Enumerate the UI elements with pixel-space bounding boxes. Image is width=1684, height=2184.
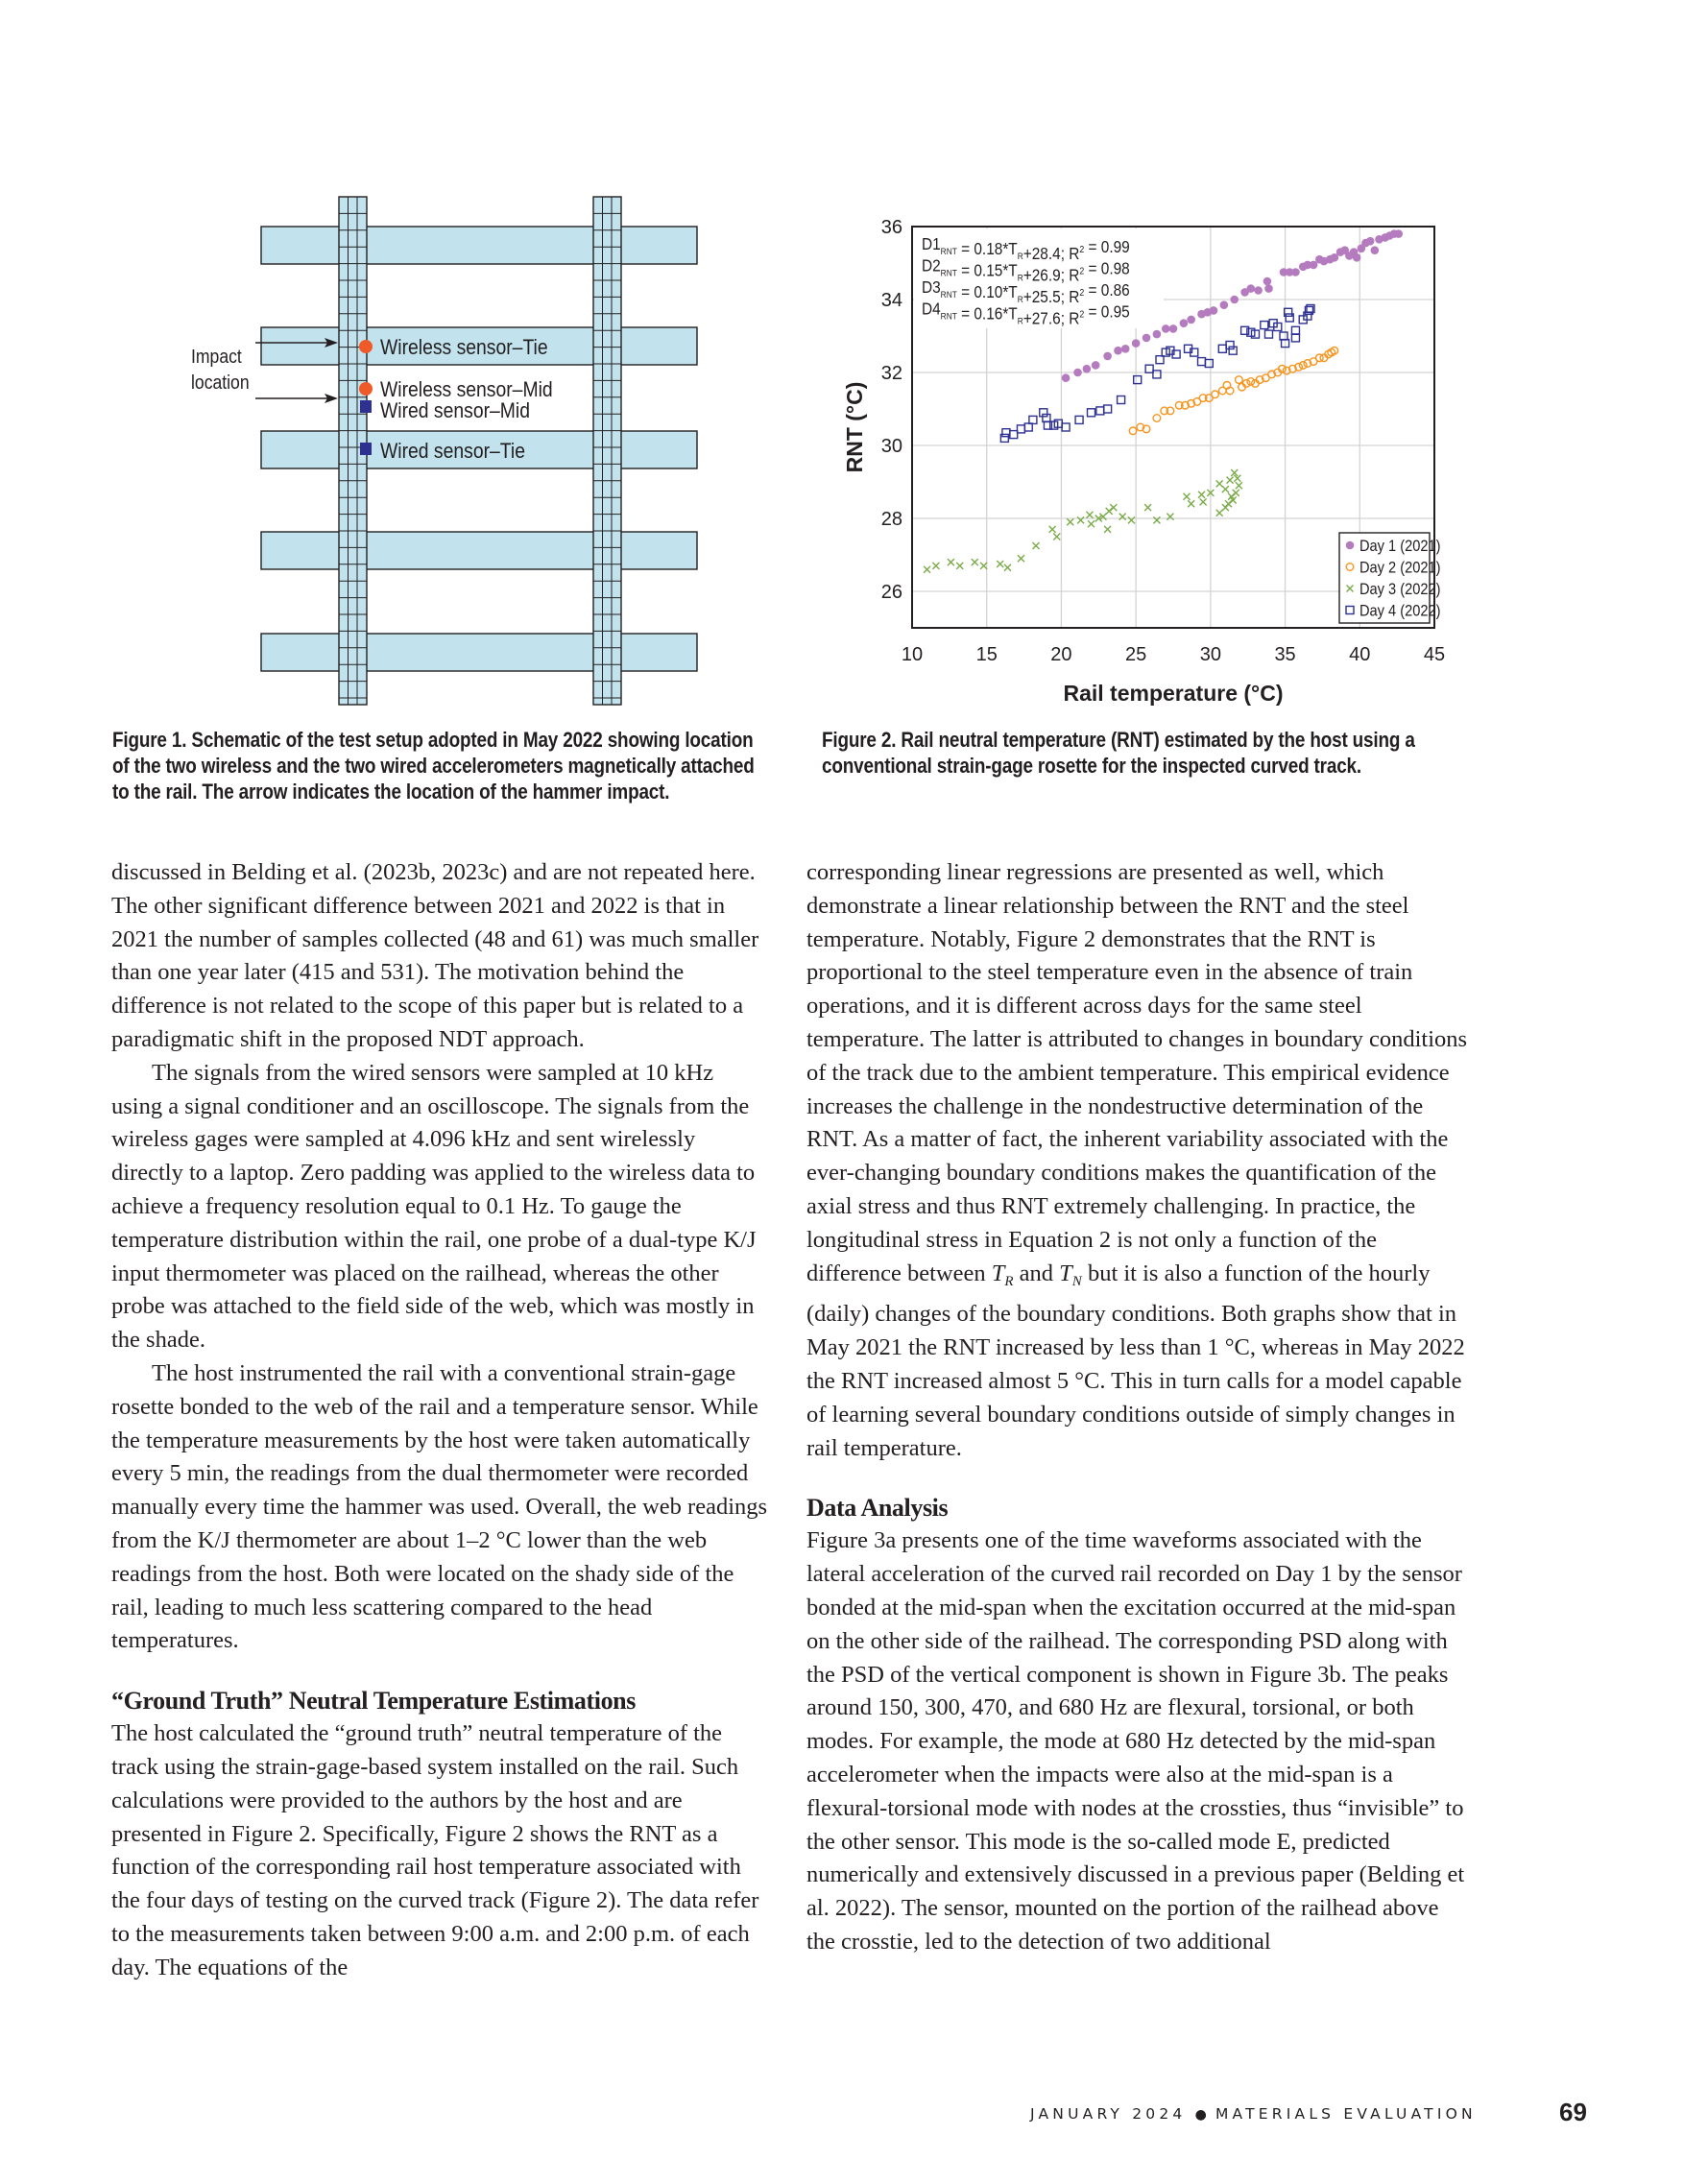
y-tick-labels bbox=[881, 217, 902, 603]
data-point bbox=[1143, 334, 1151, 343]
bullet-icon: ● bbox=[1194, 2107, 1207, 2123]
series-day-2 bbox=[1129, 347, 1337, 434]
data-point bbox=[1083, 365, 1092, 373]
data-point bbox=[1162, 324, 1170, 333]
x-tick-label: 45 bbox=[1423, 644, 1446, 665]
data-point bbox=[1062, 373, 1071, 382]
x-tick-labels bbox=[902, 644, 1445, 665]
data-point bbox=[1088, 520, 1095, 527]
data-point bbox=[1018, 555, 1024, 562]
data-point bbox=[1053, 534, 1060, 540]
data-point bbox=[1254, 286, 1263, 295]
y-tick-label: 30 bbox=[880, 436, 902, 457]
page-number: 69 bbox=[1559, 2098, 1587, 2126]
data-point bbox=[1280, 332, 1287, 340]
data-point bbox=[1216, 480, 1223, 487]
data-point bbox=[1261, 322, 1268, 329]
y-tick-label: 36 bbox=[880, 217, 902, 238]
legend-entry bbox=[1346, 538, 1441, 555]
regression-equation-d2: $D2_{RNT} = 0.15*T_R+26.9$; $R^2 = 0.98$ bbox=[922, 256, 1130, 285]
data-point bbox=[1088, 409, 1095, 417]
data-point bbox=[1366, 237, 1375, 246]
data-point bbox=[1205, 360, 1213, 368]
symbol-sub-r: R bbox=[1004, 1273, 1014, 1289]
data-point bbox=[924, 566, 930, 573]
symbol-sub-n: N bbox=[1071, 1273, 1082, 1289]
data-point bbox=[1394, 229, 1403, 238]
data-point bbox=[1040, 409, 1047, 417]
data-point bbox=[1086, 512, 1093, 518]
legend-label: Day 3 (2022) bbox=[1359, 581, 1441, 599]
figure2-caption: Figure 2. Rail neutral temperature (RNT) estimated by the host using a conventional strain-gage rosette for the inspected curved track. bbox=[822, 728, 1415, 778]
data-point bbox=[1103, 352, 1112, 361]
legend-label: Day 2 (2021) bbox=[1359, 559, 1441, 577]
wired-sensor-mid-label: Wired sensor–Mid bbox=[380, 398, 530, 423]
data-point bbox=[1188, 500, 1194, 507]
data-point bbox=[972, 559, 978, 565]
data-point bbox=[1096, 407, 1104, 415]
regression-equation-d1: $D1_{RNT} = 0.18*T_R+28.4$; $R^2 = 0.99$ bbox=[922, 235, 1130, 264]
crosstie bbox=[261, 634, 697, 671]
series-day-3 bbox=[924, 469, 1242, 573]
right-paragraph-2: Figure 3a presents one of the time waveforms associated with the lateral acceleration of the curved rail recorded on Day 1 by the sensor bonded at the mid-span when the excitation occurred at the mid-span on the other side of the railhead. The corresponding PSD along with the PSD of the vertical component is shown in Figure 3b. The peaks around 150, 300, 470, and 680 Hz are flexural, torsional, or both modes. For example, the mode at 680 Hz detected by the mid-span accelerometer when the impacts were also at the mid-span is a flexural-torsional mode with nodes at the crossties, thus “invisible” to the other sensor. This mode is the so-called mode E, predicted numerically and extensively discussed in a previous paper (Belding et al. 2022). The sensor, mounted on the portion of the railhead above the crosstie, led to the detection of two additional bbox=[806, 1527, 1465, 1955]
data-point bbox=[1291, 268, 1300, 276]
data-point bbox=[1291, 326, 1299, 334]
y-tick-label: 28 bbox=[880, 509, 902, 530]
data-point bbox=[1043, 415, 1050, 422]
impact-label-line2: location bbox=[191, 371, 250, 394]
impact-label-line1: Impact bbox=[191, 345, 242, 368]
data-point bbox=[1291, 334, 1299, 342]
x-tick-label: 15 bbox=[975, 644, 998, 665]
wired-sensor-mid-marker bbox=[360, 400, 372, 413]
wireless-sensor-mid-label: Wireless sensor–Mid bbox=[380, 377, 553, 402]
data-point bbox=[1216, 510, 1223, 516]
data-point bbox=[1230, 296, 1239, 304]
data-point bbox=[1092, 361, 1100, 370]
data-point bbox=[1075, 416, 1083, 423]
left-paragraph-4: The host calculated the “ground truth” neutral temperature of the track using the strain-gage-based system installed on the rail. Such calculations were provided to the authors by the host and are presented in Figure 2. Specifically, Figure 2 shows the RNT as a function of the corresponding rail host temperature associated with the four days of testing on the curved track (Figure 2). The data refer to the measurements taken between 9:00 a.m. and 2:00 p.m. of each day. The equations of the bbox=[111, 1720, 759, 1980]
data-point bbox=[1114, 347, 1122, 355]
data-point bbox=[1118, 396, 1125, 404]
legend-marker bbox=[1346, 541, 1355, 550]
right-column bbox=[806, 856, 1469, 1959]
data-point bbox=[1183, 493, 1190, 500]
regression-equation-d3: $D3_{RNT} = 0.10*T_R+25.5$; $R^2 = 0.86$ bbox=[922, 278, 1130, 307]
data-point bbox=[1198, 492, 1205, 498]
data-point bbox=[1121, 345, 1130, 353]
data-point bbox=[1104, 526, 1111, 533]
data-point bbox=[1010, 431, 1018, 439]
text-run: and bbox=[1013, 1260, 1060, 1286]
data-point bbox=[1134, 376, 1142, 384]
data-point bbox=[1263, 277, 1272, 286]
legend-entry bbox=[1346, 560, 1440, 577]
data-point bbox=[1024, 423, 1032, 431]
data-point bbox=[1067, 518, 1073, 525]
symbol-t: T bbox=[1059, 1260, 1072, 1286]
data-point bbox=[1145, 365, 1153, 372]
data-point bbox=[956, 563, 963, 569]
data-point bbox=[1247, 284, 1256, 293]
data-point bbox=[1153, 371, 1161, 378]
wired-sensor-tie-marker bbox=[360, 443, 372, 455]
x-tick-label: 10 bbox=[901, 644, 924, 665]
wireless-sensor-tie-marker bbox=[359, 340, 373, 353]
data-point bbox=[1247, 378, 1255, 386]
data-point bbox=[980, 563, 987, 569]
figure1-caption: Figure 1. Schematic of the test setup adopted in May 2022 showing location of the two wireless and the two wired accelerometers magnetically attached to the rail. The arrow indicates the location of the hammer impact. bbox=[112, 728, 755, 804]
figure2-chart bbox=[826, 202, 1479, 710]
section-heading-ground-truth: “Ground Truth” Neutral Temperature Estimations bbox=[111, 1687, 636, 1716]
data-point bbox=[1264, 330, 1272, 338]
text-run: but it is also a function of the hourly (daily) changes of the boundary conditions. Both graphs show that in May 2021 the RNT increased by less than 1 °C, whereas in May 2022 the RNT increased almost 5 °C. This in turn calls for a model capable of learning several boundary conditions outside of simply changes in rail temperature. bbox=[806, 1260, 1465, 1461]
data-point bbox=[1073, 369, 1082, 377]
y-axis-label: RNT (°C) bbox=[842, 381, 867, 473]
legend-label: Day 4 (2022) bbox=[1359, 602, 1441, 620]
data-point bbox=[1200, 498, 1207, 505]
y-tick-label: 34 bbox=[880, 290, 902, 311]
data-point bbox=[1029, 416, 1037, 423]
data-point bbox=[1169, 324, 1178, 333]
data-point bbox=[1132, 339, 1141, 348]
data-point bbox=[1371, 246, 1380, 254]
crosstie bbox=[261, 532, 697, 569]
data-point bbox=[1110, 504, 1117, 511]
wireless-sensor-mid-marker bbox=[359, 382, 373, 396]
running-footer bbox=[1030, 2105, 1477, 2123]
x-tick-label: 40 bbox=[1349, 644, 1371, 665]
left-paragraph-1: discussed in Belding et al. (2023b, 2023c) and are not repeated here. The other significant difference between 2021 and 2022 is that in 2021 the number of samples collected (48 and 61) was much smaller than one year later (415 and 531). The motivation behind the difference is not related to the scope of this paper but is related to a paradigmatic shift in the proposed NDT approach. bbox=[111, 859, 759, 1052]
data-point bbox=[1153, 330, 1162, 339]
data-point bbox=[1198, 358, 1206, 366]
data-point bbox=[1222, 486, 1229, 492]
crosstie bbox=[261, 227, 697, 264]
data-point bbox=[948, 559, 954, 565]
data-point bbox=[1212, 391, 1219, 398]
data-point bbox=[1236, 376, 1243, 384]
y-tick-label: 32 bbox=[880, 363, 902, 384]
data-point bbox=[1264, 284, 1273, 293]
data-point bbox=[1156, 356, 1164, 364]
wired-sensor-tie-label: Wired sensor–Tie bbox=[380, 439, 525, 464]
data-point bbox=[1180, 319, 1189, 327]
data-point bbox=[1236, 482, 1242, 489]
y-tick-label: 26 bbox=[880, 582, 902, 603]
legend-label: Day 1 (2021) bbox=[1359, 538, 1441, 556]
data-point bbox=[1062, 423, 1070, 431]
right-paragraph-1 bbox=[806, 856, 1469, 1465]
x-axis-label: Rail temperature (°C) bbox=[1063, 681, 1284, 706]
chart-legend bbox=[1339, 533, 1440, 623]
section-heading-data-analysis: Data Analysis bbox=[806, 1494, 949, 1523]
data-point bbox=[1187, 316, 1195, 324]
data-point bbox=[1299, 362, 1307, 370]
data-point bbox=[1017, 425, 1024, 433]
left-column bbox=[111, 856, 769, 1985]
data-point bbox=[1353, 253, 1361, 262]
data-point bbox=[1233, 490, 1239, 496]
x-tick-label: 35 bbox=[1274, 644, 1296, 665]
legend-entry bbox=[1346, 603, 1440, 620]
data-point bbox=[1104, 405, 1112, 413]
data-point bbox=[1144, 504, 1151, 511]
left-paragraph-3: The host instrumented the rail with a conventional strain-gage rosette bonded to the web of the rail and a temperature sensor. While the temperature measurements by the host were taken automatically every 5 min, the readings from the dual thermometer were recorded manually every time the hammer was used. Overall, the web readings from the K/J thermometer are about 1–2 °C lower than the web readings from the host. Both were located on the shady side of the rail, leading to much less scattering compared to the head temperatures. bbox=[111, 1359, 768, 1654]
rail-body bbox=[593, 197, 621, 705]
data-point bbox=[1033, 542, 1040, 549]
symbol-t: T bbox=[991, 1260, 1005, 1286]
legend-entry bbox=[1347, 581, 1441, 598]
data-point bbox=[1229, 347, 1237, 354]
x-tick-label: 30 bbox=[1199, 644, 1221, 665]
data-point bbox=[1226, 342, 1234, 349]
x-tick-label: 25 bbox=[1125, 644, 1147, 665]
x-tick-label: 20 bbox=[1050, 644, 1072, 665]
data-point bbox=[1227, 477, 1234, 484]
data-point bbox=[1218, 345, 1226, 352]
left-paragraph-2: The signals from the wired sensors were sampled at 10 kHz using a signal conditioner and an oscilloscope. The signals from the wireless gages were sampled at 4.096 kHz and sent wirelessly directly to a laptop. Zero padding was applied to the wireless data to achieve a frequency resolution equal to 0.1 Hz. To gauge the temperature distribution within the rail, one probe of a dual-type K/J input thermometer was placed on the railhead, whereas the other probe was attached to the field side of the web, which was mostly in the shade. bbox=[111, 1059, 757, 1354]
issue-date: JANUARY 2024 bbox=[1030, 2105, 1187, 2123]
data-point bbox=[932, 563, 939, 569]
rail-right bbox=[593, 197, 621, 705]
text-run: corresponding linear regressions are presented as well, which demonstrate a linear relationship between the RNT and the steel temperature. Notably, Figure 2 demonstrates that the RNT is proportional to the steel temperature even in the absence of train operations, and it is different across days for the same steel temperature. The latter is attributed to changes in boundary conditions of the track due to the ambient temperature. This empirical evidence increases the challenge in the nondestructive determination of the RNT. As a matter of fact, the inherent variability associated with the ever-changing boundary conditions makes the quantification of the axial stress and thus RNT extremely challenging. In practice, the longitudinal stress in Equation 2 is not only a function of the difference between bbox=[806, 859, 1468, 1286]
data-point bbox=[1049, 526, 1056, 533]
regression-equation-d4: $D4_{RNT} = 0.16*T_R+27.6$; $R^2 = 0.95$ bbox=[922, 300, 1130, 328]
figure1-schematic bbox=[0, 0, 787, 730]
data-point bbox=[1220, 300, 1229, 309]
data-point bbox=[1004, 564, 1011, 571]
data-point bbox=[1210, 306, 1218, 315]
data-point bbox=[1153, 415, 1161, 422]
journal-name: MATERIALS EVALUATION bbox=[1215, 2105, 1477, 2123]
wireless-sensor-tie-label: Wireless sensor–Tie bbox=[380, 335, 548, 360]
data-point bbox=[997, 561, 1003, 567]
